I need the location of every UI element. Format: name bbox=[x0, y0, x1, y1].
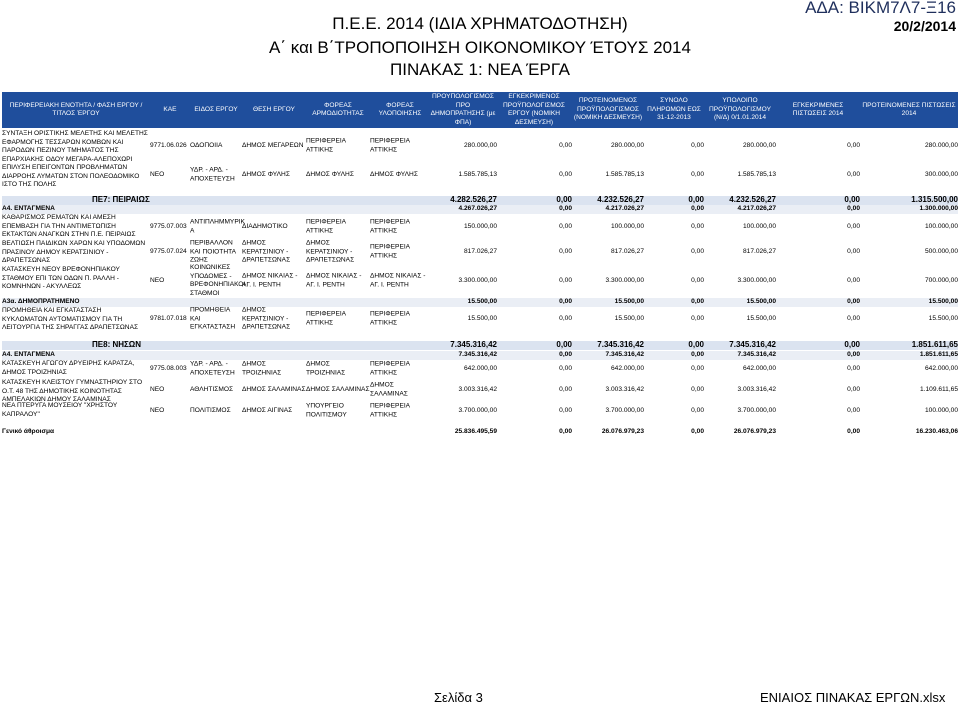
page-number: Σελίδα 3 bbox=[434, 690, 483, 705]
amount-c2: 0,00 bbox=[559, 351, 572, 358]
implementing-body: ΔΗΜΟΣ ΣΑΛΑΜΙΝΑΣ bbox=[370, 381, 408, 397]
amount-c3: 15.500,00 bbox=[614, 314, 644, 322]
competent-body: ΔΗΜΟΣ ΦΥΛΗΣ bbox=[306, 170, 354, 178]
amount-c6: 0,00 bbox=[844, 195, 860, 204]
kae-code: 9771.06.026 bbox=[150, 141, 187, 149]
table-title: ΠΙΝΑΚΑΣ 1: ΝΕΑ ΈΡΓΑ bbox=[390, 60, 570, 79]
header-kae: ΚΑΕ bbox=[163, 105, 177, 113]
amount-c2: 0,00 bbox=[559, 406, 572, 414]
project-type: ΚΟΙΝΩΝΙΚΕΣ ΥΠΟΔΟΜΕΣ - ΒΡΕΦΟΝΗΠΙΑΚΟΙ ΣΤΑΘΜΟΙ bbox=[190, 264, 246, 297]
amount-c1: 7.345.316,42 bbox=[458, 351, 497, 358]
amount-c3: 4.232.526,27 bbox=[597, 195, 644, 204]
competent-body: ΔΗΜΟΣ ΤΡΟΙΖΗΝΙΑΣ bbox=[306, 360, 346, 376]
amount-c6: 0,00 bbox=[847, 428, 860, 435]
amount-c4: 0,00 bbox=[691, 170, 704, 178]
amount-c3: 642.000,00 bbox=[610, 364, 644, 372]
amount-c2: 0,00 bbox=[559, 364, 572, 372]
table-row bbox=[2, 240, 958, 264]
amount-c5: 280.000,00 bbox=[742, 141, 776, 149]
project-location: ΔΗΜΟΣ ΦΥΛΗΣ bbox=[242, 170, 290, 178]
implementing-body: ΠΕΡΙΦΕΡΕΙΑ ΑΤΤΙΚΗΣ bbox=[370, 402, 410, 418]
amount-c1: 3.300.000,00 bbox=[458, 276, 497, 284]
amount-c7: 15.500,00 bbox=[928, 298, 958, 305]
table-row bbox=[2, 379, 958, 401]
amount-c3: 15.500,00 bbox=[614, 298, 644, 305]
project-location: ΔΗΜΟΣ ΝΙΚΑΙΑΣ - ΑΓ. Ι. ΡΕΝΤΗ bbox=[242, 272, 298, 288]
amount-c4: 0,00 bbox=[691, 205, 704, 212]
amount-c6: 0,00 bbox=[847, 170, 860, 178]
amount-c2: 0,00 bbox=[559, 247, 572, 255]
table-row bbox=[2, 402, 958, 420]
amount-c4: 0,00 bbox=[691, 222, 704, 230]
amount-c2: 0,00 bbox=[556, 195, 572, 204]
amount-c5: 7.345.316,42 bbox=[737, 351, 776, 358]
amount-c3: 3.700.000,00 bbox=[605, 406, 644, 414]
amount-c7: 1.109.611,65 bbox=[919, 385, 958, 393]
amount-c5: 3.003.316,42 bbox=[737, 385, 776, 393]
ada-date: 20/2/2014 bbox=[893, 18, 956, 34]
project-type: ΑΝΤΙΠΛΗΜΜΥΡΙΚ Α bbox=[190, 218, 245, 234]
header-implementing: ΦΟΡΕΑΣ ΥΛΟΠΟΙΗΣΗΣ bbox=[378, 101, 422, 117]
amount-c7: 642.000,00 bbox=[924, 364, 958, 372]
table-row bbox=[2, 266, 958, 296]
project-type: ΟΔΟΠΟΙΙΑ bbox=[190, 141, 223, 149]
amount-c6: 0,00 bbox=[847, 385, 860, 393]
amount-c3: 100.000,00 bbox=[610, 222, 644, 230]
group-title: ΠΕ7: ΠΕΙΡΑΙΩΣ bbox=[92, 195, 150, 204]
amount-c1: 280.000,00 bbox=[463, 141, 497, 149]
kae-code: 9775.07.003 bbox=[150, 222, 187, 230]
amount-c3: 817.026,27 bbox=[610, 247, 644, 255]
region-subtotal-row bbox=[2, 341, 958, 350]
header-c5: ΥΠΟΛΟΙΠΟ ΠΡΟΫΠΟΛΟΓΙΣΜΟΥ (Ν/Δ) 0/1.01.2014 bbox=[709, 97, 771, 122]
header-c2: ΕΓΚΕΚΡΙΜΕΝΟΣ ΠΡΟΫΠΟΛΟΓΙΣΜΟΣ ΕΡΓΟΥ (ΝΟΜΙΚΗ ΔΕΣΜΕΥΣΗ) bbox=[503, 93, 565, 126]
amount-c7: 100.000,00 bbox=[924, 406, 958, 414]
amount-c6: 0,00 bbox=[844, 340, 860, 349]
project-type: ΑΘΛΗΤΙΣΜΟΣ bbox=[190, 385, 234, 393]
amount-c6: 0,00 bbox=[847, 314, 860, 322]
amount-c2: 0,00 bbox=[559, 428, 572, 435]
amount-c2: 0,00 bbox=[559, 170, 572, 178]
amount-c6: 0,00 bbox=[847, 276, 860, 284]
amount-c3: 280.000,00 bbox=[610, 141, 644, 149]
project-location: ΔΗΜΟΣ ΤΡΟΙΖΗΝΙΑΣ bbox=[242, 360, 282, 376]
amount-c6: 0,00 bbox=[847, 205, 860, 212]
table-row bbox=[2, 164, 958, 186]
project-type: ΠΡΟΜΗΘΕΙΑ ΚΑΙ ΕΓΚΑΤΑΣΤΑΣΗ bbox=[190, 306, 236, 331]
project-title: ΠΡΟΜΗΘΕΙΑ ΚΑΙ ΕΓΚΑΤΑΣΤΑΣΗ ΚΥΚΛΩΜΑΤΩΝ ΑΥΤΟΜΑΤΙΣΜΟΥ ΓΙΑ ΤΗ ΛΕΙΤΟΥΡΓΙΑ ΤΗΣ ΣΗΡΑΓΓΑΣ ΔΡΑΠΕΤΣΩΝΑΣ bbox=[2, 307, 139, 331]
implementing-body: ΔΗΜΟΣ ΦΥΛΗΣ bbox=[370, 170, 418, 178]
amount-c1: 25.836.495,59 bbox=[454, 428, 497, 435]
project-title: ΣΥΝΤΑΞΗ ΟΡΙΣΤΙΚΗΣ ΜΕΛΕΤΗΣ ΚΑΙ ΜΕΛΕΤΗΣ ΕΦΑΡΜΟΓΗΣ ΤΕΣΣΑΡΩΝ ΚΟΜΒΩΝ ΚΑΙ ΠΑΡΟΔΩΝ ΠΕΖΙΝΟΥ ΤΜΗΜΑΤΟΣ ΤΗΣ ΕΠΑΡΧΙΑΚΗΣ ΟΔΟΥ ΜΕΓΑΡΑ-ΑΛΕΠΟΧΩΡΙ bbox=[2, 130, 148, 163]
competent-body: ΠΕΡΙΦΕΡΕΙΑ ΑΤΤΙΚΗΣ bbox=[306, 218, 346, 234]
amount-c3: 7.345.316,42 bbox=[605, 351, 644, 358]
kae-code: 9775.07.024 bbox=[150, 247, 187, 255]
amount-c5: 26.076.979,23 bbox=[733, 428, 776, 435]
amount-c4: 0,00 bbox=[691, 247, 704, 255]
competent-body: ΔΗΜΟΣ ΝΙΚΑΙΑΣ - ΑΓ. Ι. ΡΕΝΤΗ bbox=[306, 272, 362, 288]
amount-c1: 150.000,00 bbox=[463, 222, 497, 230]
amount-c3: 26.076.979,23 bbox=[601, 428, 644, 435]
competent-body: ΔΗΜΟΣ ΣΑΛΑΜΙΝΑΣ bbox=[306, 385, 370, 393]
amount-c4: 0,00 bbox=[688, 340, 704, 349]
doc-subtitle: Α΄ και Β΄ΤΡΟΠΟΠΟΙΗΣΗ ΟΙΚΟΝΟΜΙΚΟΥ ΈΤΟΥΣ 2014 bbox=[269, 38, 691, 57]
project-title: ΚΑΤΑΣΚΕΥΗ ΑΓΩΓΟΥ ΔΡΥΕΙΡΗΣ ΚΑΡΑΤΖΑ, ΔΗΜΟΣ ΤΡΟΙΖΗΝΙΑΣ bbox=[2, 360, 135, 376]
project-type: ΠΟΛΙΤΙΣΜΟΣ bbox=[190, 406, 231, 414]
amount-c4: 0,00 bbox=[691, 428, 704, 435]
kae-code: 9781.07.018 bbox=[150, 314, 187, 322]
group-title: Γενικό άθροισμα bbox=[2, 428, 55, 435]
table-header bbox=[2, 92, 958, 128]
table-row bbox=[2, 130, 958, 162]
amount-c5: 4.217.026,27 bbox=[737, 205, 776, 212]
amount-c3: 3.300.000,00 bbox=[605, 276, 644, 284]
amount-c4: 0,00 bbox=[688, 195, 704, 204]
implementing-body: ΔΗΜΟΣ ΝΙΚΑΙΑΣ - ΑΓ. Ι. ΡΕΝΤΗ bbox=[370, 272, 426, 288]
group-title: Α3α. ΔΗΜΟΠΡΑΤΗΜΕΝΟ bbox=[2, 298, 80, 305]
amount-c2: 0,00 bbox=[559, 276, 572, 284]
amount-c6: 0,00 bbox=[847, 351, 860, 358]
amount-c7: 280.000,00 bbox=[924, 141, 958, 149]
amount-c6: 0,00 bbox=[847, 222, 860, 230]
project-location: ΔΙΑΔΗΜΟΤΙΚΟ bbox=[242, 222, 288, 230]
doc-title: Π.Ε.Ε. 2014 (ΙΔΙΑ ΧΡΗΜΑΤΟΔΟΤΗΣΗ) bbox=[332, 14, 628, 33]
implementing-body: ΠΕΡΙΦΕΡΕΙΑ ΑΤΤΙΚΗΣ bbox=[370, 360, 410, 376]
project-location: ΔΗΜΟΣ ΜΕΓΑΡΕΩΝ bbox=[242, 141, 304, 149]
ada-stamp bbox=[805, 0, 956, 35]
amount-c2: 0,00 bbox=[559, 205, 572, 212]
amount-c7: 15.500,00 bbox=[928, 314, 958, 322]
amount-c5: 7.345.316,42 bbox=[729, 340, 776, 349]
amount-c4: 0,00 bbox=[691, 385, 704, 393]
amount-c1: 4.267.026,27 bbox=[458, 205, 497, 212]
amount-c5: 1.585.785,13 bbox=[737, 170, 776, 178]
header-c6: ΕΓΚΕΚΡΙΜΕΝΕΣ ΠΙΣΤΩΣΕΙΣ 2014 bbox=[792, 101, 844, 117]
project-title: ΚΑΤΑΣΚΕΥΗ ΝΕΟΥ ΒΡΕΦΟΝΗΠΙΑΚΟΥ ΣΤΑΘΜΟΥ ΕΠΙ ΤΩΝ ΟΔΩΝ Π. ΡΑΛΛΗ - ΚΟΜΝΗΝΩΝ - ΑΚΥΛΛΕΩΣ bbox=[2, 266, 120, 290]
amount-c5: 15.500,00 bbox=[746, 298, 776, 305]
amount-c7: 100.000,00 bbox=[924, 222, 958, 230]
kae-code: ΝΕΟ bbox=[150, 276, 165, 284]
region-subtotal-row bbox=[2, 196, 958, 205]
amount-c2: 0,00 bbox=[559, 314, 572, 322]
amount-c1: 15.500,00 bbox=[467, 314, 497, 322]
amount-c6: 0,00 bbox=[847, 298, 860, 305]
amount-c4: 0,00 bbox=[691, 141, 704, 149]
amount-c2: 0,00 bbox=[559, 141, 572, 149]
project-location: ΔΗΜΟΣ ΣΑΛΑΜΙΝΑΣ bbox=[242, 385, 306, 393]
amount-c3: 1.585.785,13 bbox=[605, 170, 644, 178]
project-title: ΚΑΘΑΡΙΣΜΟΣ ΡΕΜΑΤΩΝ ΚΑΙ ΑΜΕΣΗ ΕΠΕΜΒΑΣΗ ΓΙΑ ΤΗΝ ΑΝΤΙΜΕΤΩΠΙΣΗ ΕΚΤΑΚΤΩΝ ΑΝΑΓΚΩΝ ΣΤΗΝ Π.Ε. ΠΕΙΡΑΙΩΣ bbox=[2, 214, 136, 238]
amount-c7: 500.000,00 bbox=[924, 247, 958, 255]
header-competent: ΦΟΡΕΑΣ ΑΡΜΟΔΙΟΤΗΤΑΣ bbox=[312, 101, 364, 117]
amount-c4: 0,00 bbox=[691, 406, 704, 414]
amount-c3: 7.345.316,42 bbox=[597, 340, 644, 349]
amount-c4: 0,00 bbox=[691, 298, 704, 305]
amount-c2: 0,00 bbox=[559, 385, 572, 393]
table-row bbox=[2, 214, 958, 240]
amount-c7: 16.230.463,06 bbox=[915, 428, 958, 435]
competent-body: ΠΕΡΙΦΕΡΕΙΑ ΑΤΤΙΚΗΣ bbox=[306, 137, 346, 153]
amount-c2: 0,00 bbox=[556, 340, 572, 349]
competent-body: ΔΗΜΟΣ ΚΕΡΑΤΣΙΝΙΟΥ - ΔΡΑΠΕΤΣΩΝΑΣ bbox=[306, 239, 355, 264]
kae-code: 9775.08.003 bbox=[150, 364, 187, 372]
group-title: Α4. ΕΝΤΑΓΜΕΝΑ bbox=[2, 205, 55, 212]
phase-subtotal-row bbox=[2, 351, 958, 360]
amount-c5: 15.500,00 bbox=[746, 314, 776, 322]
header-c1: ΠΡΟΥΠΟΛΟΓΙΣΜΟΣ ΠΡΟ ΔΗΜΟΠΡΑΤΗΣΗΣ (με ΦΠΑ) bbox=[430, 93, 496, 126]
amount-c5: 4.232.526,27 bbox=[729, 195, 776, 204]
header-c3: ΠΡΟΤΕΙΝΟΜΕΝΟΣ ΠΡΟΫΠΟΛΟΓΙΣΜΟΣ (ΝΟΜΙΚΗ ΔΕΣΜΕΥΣΗ) bbox=[573, 97, 643, 122]
amount-c6: 0,00 bbox=[847, 247, 860, 255]
amount-c2: 0,00 bbox=[559, 298, 572, 305]
amount-c6: 0,00 bbox=[847, 406, 860, 414]
amount-c4: 0,00 bbox=[691, 314, 704, 322]
project-title: ΝΕΑ ΠΤΕΡΥΓΑ ΜΟΥΣΕΙΟΥ "ΧΡΗΣΤΟΥ ΚΑΠΡΑΛΟΥ" bbox=[2, 402, 118, 418]
table-row bbox=[2, 307, 958, 331]
amount-c6: 0,00 bbox=[847, 364, 860, 372]
amount-c7: 300.000,00 bbox=[924, 170, 958, 178]
header-location: ΘΕΣΗ ΕΡΓΟΥ bbox=[253, 105, 295, 113]
amount-c5: 817.026,27 bbox=[742, 247, 776, 255]
amount-c3: 3.003.316,42 bbox=[605, 385, 644, 393]
kae-code: ΝΕΟ bbox=[150, 385, 165, 393]
implementing-body: ΠΕΡΙΦΕΡΕΙΑ ΑΤΤΙΚΗΣ bbox=[370, 137, 410, 153]
phase-subtotal-row bbox=[2, 298, 958, 307]
project-location: ΔΗΜΟΣ ΚΕΡΑΤΣΙΝΙΟΥ - ΔΡΑΠΕΤΣΩΝΑΣ bbox=[242, 239, 291, 264]
kae-code: ΝΕΟ bbox=[150, 406, 165, 414]
project-type: ΠΕΡΙΒΑΛΛΟΝ ΚΑΙ ΠΟΙΟΤΗΤΑ ΖΩΗΣ bbox=[190, 239, 236, 264]
amount-c7: 1.851.611,65 bbox=[919, 351, 958, 358]
amount-c1: 1.585.785,13 bbox=[458, 170, 497, 178]
kae-code: ΝΕΟ bbox=[150, 170, 165, 178]
competent-body: ΠΕΡΙΦΕΡΕΙΑ ΑΤΤΙΚΗΣ bbox=[306, 310, 346, 326]
project-type: ΥΔΡ. - ΑΡΔ. - ΑΠΟΧΕΤΕΥΣΗ bbox=[190, 360, 235, 376]
amount-c4: 0,00 bbox=[691, 276, 704, 284]
project-location: ΔΗΜΟΣ ΑΙΓΙΝΑΣ bbox=[242, 406, 293, 414]
project-title: ΒΕΛΤΙΩΣΗ ΠΑΙΔΙΚΩΝ ΧΑΡΩΝ ΚΑΙ ΥΠΟΔΟΜΩΝ ΠΡΑΣΙΝΟΥ ΔΗΜΟΥ ΚΕΡΑΤΣΙΝΙΟΥ - ΔΡΑΠΕΤΣΩΝΑΣ bbox=[2, 240, 146, 264]
amount-c7: 700.000,00 bbox=[924, 276, 958, 284]
header-c4: ΣΥΝΟΛΟ ΠΛΗΡΩΜΩΝ ΕΩΣ 31-12-2013 bbox=[647, 97, 701, 122]
project-location: ΔΗΜΟΣ ΚΕΡΑΤΣΙΝΙΟΥ - ΔΡΑΠΕΤΣΩΝΑΣ bbox=[242, 306, 291, 331]
amount-c1: 4.282.526,27 bbox=[450, 195, 497, 204]
header-c7: ΠΡΟΤΕΙΝΟΜΕΝΕΣ ΠΙΣΤΩΣΕΙΣ 2014 bbox=[862, 101, 956, 117]
group-title: ΠΕ8: ΝΗΣΩΝ bbox=[92, 340, 141, 349]
amount-c5: 642.000,00 bbox=[742, 364, 776, 372]
grand-total-row bbox=[2, 428, 958, 437]
project-type: ΥΔΡ. - ΑΡΔ. - ΑΠΟΧΕΤΕΥΣΗ bbox=[190, 166, 235, 182]
header-type: ΕΙΔΟΣ ΕΡΓΟΥ bbox=[194, 105, 238, 113]
amount-c4: 0,00 bbox=[691, 351, 704, 358]
amount-c5: 100.000,00 bbox=[742, 222, 776, 230]
amount-c3: 4.217.026,27 bbox=[605, 205, 644, 212]
amount-c4: 0,00 bbox=[691, 364, 704, 372]
amount-c1: 642.000,00 bbox=[463, 364, 497, 372]
implementing-body: ΠΕΡΙΦΕΡΕΙΑ ΑΤΤΙΚΗΣ bbox=[370, 310, 410, 326]
amount-c7: 1.851.611,65 bbox=[911, 340, 958, 349]
amount-c1: 15.500,00 bbox=[467, 298, 497, 305]
group-title: Α4. ΕΝΤΑΓΜΕΝΑ bbox=[2, 351, 55, 358]
amount-c1: 817.026,27 bbox=[463, 247, 497, 255]
table-row bbox=[2, 360, 958, 378]
amount-c5: 3.300.000,00 bbox=[737, 276, 776, 284]
header-project: ΠΕΡΙΦΕΡΕΙΑΚΗ ΕΝΟΤΗΤΑ / ΦΑΣΗ ΕΡΓΟΥ / ΤΙΤΛΟΣ ΈΡΓΟΥ bbox=[9, 101, 143, 117]
amount-c6: 0,00 bbox=[847, 141, 860, 149]
competent-body: ΥΠΟΥΡΓΕΙΟ ΠΟΛΙΤΙΣΜΟΥ bbox=[306, 402, 347, 418]
project-title: ΕΠΙΛΥΣΗ ΕΠΕΙΓΟΝΤΩΝ ΠΡΟΒΛΗΜΑΤΩΝ ΔΙΑΡΡΟΗΣ ΛΥΜΑΤΩΝ ΣΤΟΝ ΠΟΛΕΟΔΟΜΙΚΟ ΙΣΤΟ ΤΗΣ ΠΟΛΗΣ bbox=[2, 164, 140, 188]
file-name: ΕΝΙΑΙΟΣ ΠΙΝΑΚΑΣ ΕΡΓΩΝ.xlsx bbox=[760, 690, 946, 705]
phase-subtotal-row bbox=[2, 205, 958, 214]
amount-c7: 1.300.000,00 bbox=[919, 205, 958, 212]
amount-c1: 7.345.316,42 bbox=[450, 340, 497, 349]
implementing-body: ΠΕΡΙΦΕΡΕΙΑ ΑΤΤΙΚΗΣ bbox=[370, 218, 410, 234]
ada-code: ΑΔΑ: ΒΙΚΜ7Λ7-Ξ16 bbox=[805, 0, 956, 17]
project-title: ΚΑΤΑΣΚΕΥΗ ΚΛΕΙΣΤΟΥ ΓΥΜΝΑΣΤΗΡΙΟΥ ΣΤΟ Ο.Τ. 48 ΤΗΣ ΔΗΜΟΤΙΚΗΣ ΚΟΙΝΟΤΗΤΑΣ ΑΜΠΕΛΑΚΙΩΝ ΔΗΜΟΥ ΣΑΛΑΜΙΝΑΣ bbox=[2, 379, 143, 403]
amount-c1: 3.003.316,42 bbox=[458, 385, 497, 393]
implementing-body: ΠΕΡΙΦΕΡΕΙΑ ΑΤΤΙΚΗΣ bbox=[370, 243, 410, 259]
amount-c5: 3.700.000,00 bbox=[737, 406, 776, 414]
amount-c1: 3.700.000,00 bbox=[458, 406, 497, 414]
amount-c7: 1.315.500,00 bbox=[911, 195, 958, 204]
amount-c2: 0,00 bbox=[559, 222, 572, 230]
